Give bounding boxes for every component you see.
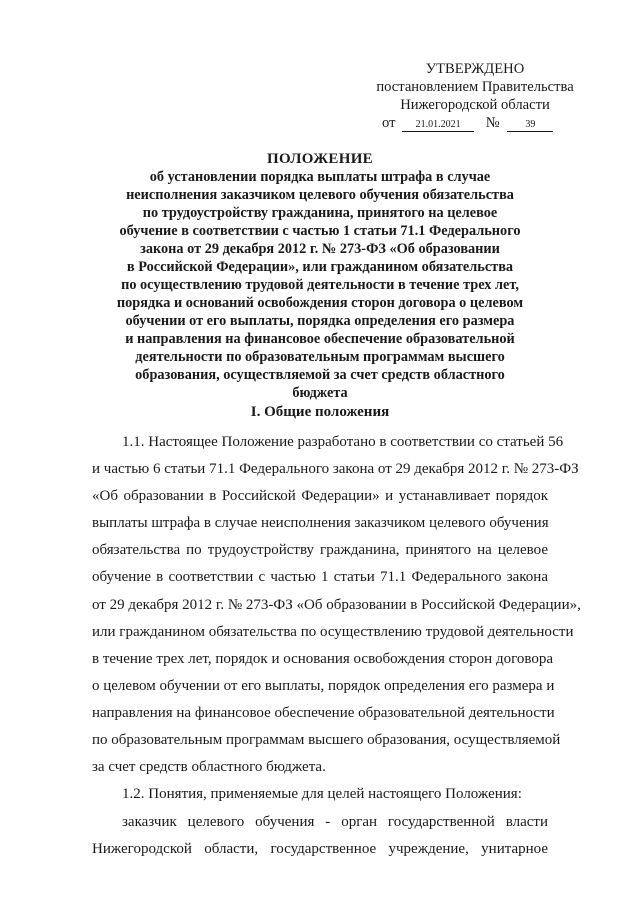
body-line: от 29 декабря 2012 г. № 273-ФЗ «Об образовании в Российской Федерации», (92, 597, 581, 613)
title-line: по осуществлению трудовой деятельности в течение трех лет, (121, 277, 519, 293)
approval-stamp (360, 60, 590, 132)
title-line: обучении от его выплаты, порядка определения его размера (125, 313, 515, 329)
number-sign: № (485, 115, 500, 131)
title-line: деятельности по образовательным программам высшего (135, 349, 505, 365)
title-line: образования, осуществляемой за счет средств областного (135, 367, 505, 383)
section-heading: I. Общие положения (250, 404, 390, 420)
approval-line-3: Нижегородской области (400, 97, 550, 113)
body-line: обучение в соответствии с частью 1 статьи 71.1 Федерального закона (92, 569, 548, 585)
approval-line-2: постановлением Правительства (376, 79, 574, 95)
approval-date: 21.01.2021 (402, 118, 474, 132)
body-line: выплаты штрафа в случае неисполнения заказчиком целевого обучения (92, 515, 549, 531)
body-line: и частью 6 статьи 71.1 Федерального закона от 29 декабря 2012 г. № 273-ФЗ (92, 461, 579, 477)
body-line: Нижегородской области, государственное учреждение, унитарное (92, 841, 548, 857)
body-line: за счет средств областного бюджета. (92, 759, 326, 775)
body-line: по образовательным программам высшего образования, осуществляемой (92, 732, 561, 748)
body-line: или гражданином обязательства по осуществлению трудовой деятельности (92, 624, 574, 640)
approval-number: 39 (507, 118, 553, 132)
body-line: заказчик целевого обучения - орган государственной власти (122, 814, 548, 830)
title-heading: ПОЛОЖЕНИЕ (267, 151, 373, 167)
title-line: и направления на финансовое обеспечение образовательной (125, 331, 515, 347)
title-line: неисполнения заказчиком целевого обучения обязательства (126, 187, 514, 203)
body-line: 1.2. Понятия, применяемые для целей настоящего Положения: (122, 786, 522, 802)
document-title (92, 150, 548, 402)
title-line: бюджета (292, 385, 348, 401)
title-line: об установлении порядка выплаты штрафа в случае (149, 169, 491, 185)
date-prefix: от (382, 115, 396, 131)
body-line: обязательства по трудоустройству гражданина, принятого на целевое (92, 542, 548, 558)
body-line: «Об образовании в Российской Федерации» и устанавливает порядок (92, 488, 548, 504)
title-line: порядка и оснований освобождения сторон договора о целевом (116, 295, 524, 311)
title-line: обучение в соответствии с частью 1 статьи 71.1 Федерального (119, 223, 521, 239)
body-line: о целевом обучении от его выплаты, порядок определения его размера и (92, 678, 555, 694)
approval-date-number (360, 114, 590, 132)
title-line: закона от 29 декабря 2012 г. № 273-ФЗ «Об образовании (140, 241, 500, 257)
body-line: направления на финансовое обеспечение образовательной деятельности (92, 705, 555, 721)
body-line: в течение трех лет, порядок и основания освобождения сторон договора (92, 651, 554, 667)
approval-heading: УТВЕРЖДЕНО (425, 61, 525, 77)
title-line: в Российской Федерации», или гражданином обязательства (126, 259, 514, 275)
body-line: 1.1. Настоящее Положение разработано в соответствии со статьей 56 (122, 434, 564, 450)
title-line: по трудоустройству гражданина, принятого на целевое (142, 205, 498, 221)
